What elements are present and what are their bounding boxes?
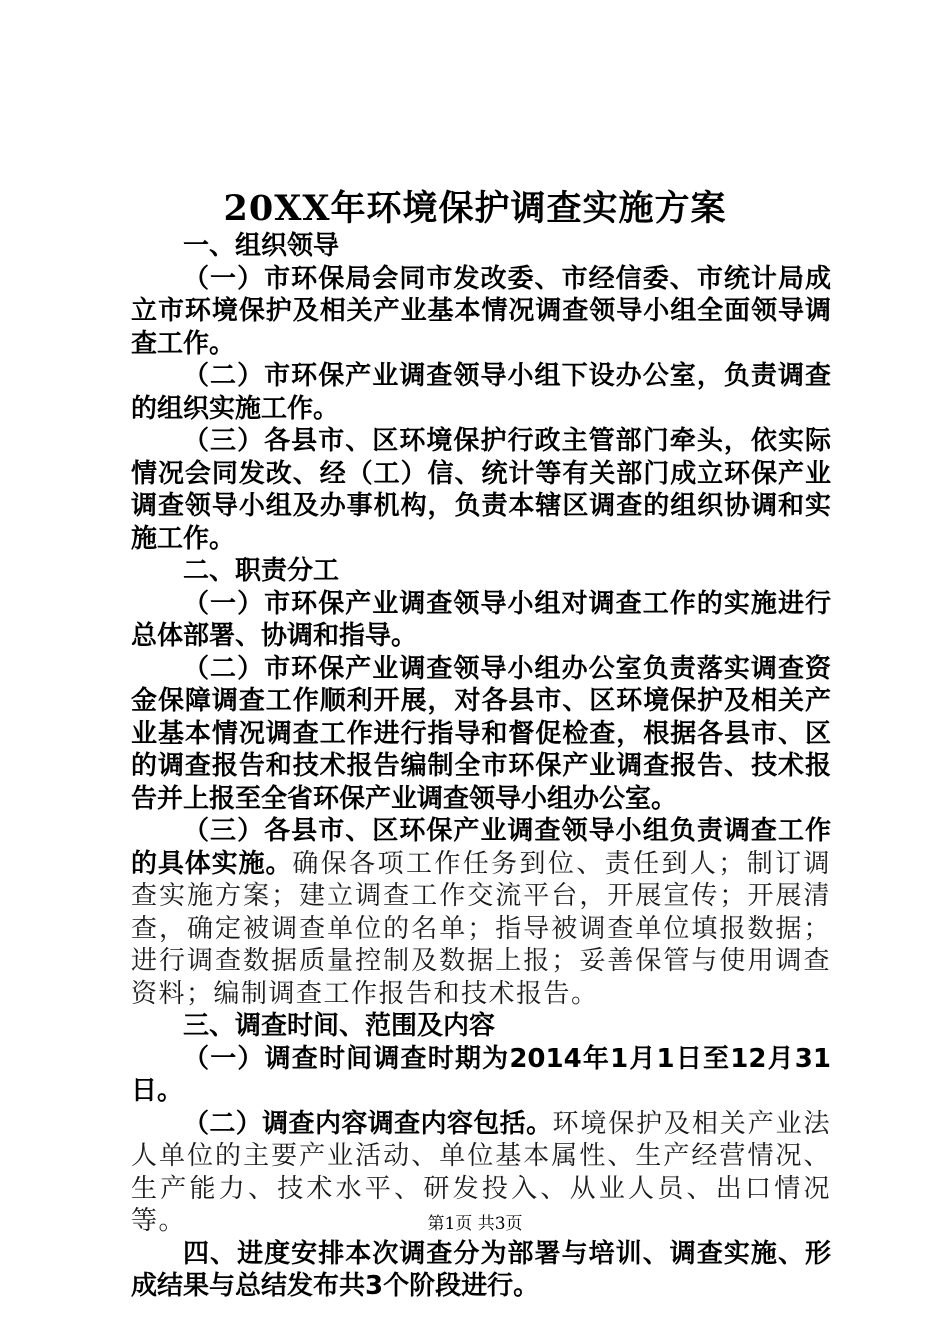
paragraph-2-3-light: 确保各项工作任务到位、责任到人；制订调查实施方案；建立调查工作交流平台，开展宣传；开展清查，确定被调查单位的名单；指导被调查单位填报数据；进行调查数据质量控制及数据上报；妥善保管与使用调查资料；编制调查工作报告和技术报告。 xyxy=(131,848,831,1009)
paragraph-3-2-strong: （二）调查内容调查内容包括。 xyxy=(183,1108,553,1139)
paragraph-1-1: （一）市环保局会同市发改委、市经信委、市统计局成立市环境保护及相关产业基本情况调查领导小组全面领导调查工作。 xyxy=(131,263,831,359)
paragraph-2-3 xyxy=(131,815,831,1010)
paragraph-3-2-light: 环境保护及相关产业法人单位的主要产业活动、单位基本属性、生产经营情况、生产能力、技术水平、研发投入、从业人员、出口情况等。 xyxy=(131,1108,831,1236)
document-body xyxy=(131,230,831,1303)
paragraph-2-3-strong: （三）各县市、区环保产业调查领导小组负责调查工作的具体实施。 xyxy=(131,816,831,879)
section-heading-2: 二、职责分工 xyxy=(183,556,340,586)
page-number-footer: 第1页 共3页 xyxy=(427,1214,523,1234)
section-heading-3: 三、调查时间、范围及内容 xyxy=(183,1011,496,1041)
paragraph-3-1: （一）调查时间调查时期为2014年1月1日至12月31日。 xyxy=(131,1043,831,1106)
paragraph-4-1: 四、进度安排本次调查分为部署与培训、调查实施、形成结果与总结发布共3个阶段进行。 xyxy=(131,1238,831,1301)
paragraph-1-3: （三）各县市、区环境保护行政主管部门牵头，依实际情况会同发改、经（工）信、统计等有关部门成立环保产业调查领导小组及办事机构，负责本辖区调查的组织协调和实施工作。 xyxy=(131,426,831,554)
section-heading-1: 一、组织领导 xyxy=(183,231,340,261)
paragraph-2-1: （一）市环保产业调查领导小组对调查工作的实施进行总体部署、协调和指导。 xyxy=(131,588,831,651)
paragraph-2-2: （二）市环保产业调查领导小组办公室负责落实调查资金保障调查工作顺利开展，对各县市、区环境保护及相关产业基本情况调查工作进行指导和督促检查，根据各县市、区的调查报告和技术报告编制全市环保产业调查报告、技术报告并上报至全省环保产业调查领导小组办公室。 xyxy=(131,653,831,814)
paragraph-1-2: （二）市环保产业调查领导小组下设办公室，负责调查的组织实施工作。 xyxy=(131,361,831,424)
document-title: 20XX年环境保护调查实施方案 xyxy=(223,188,727,229)
